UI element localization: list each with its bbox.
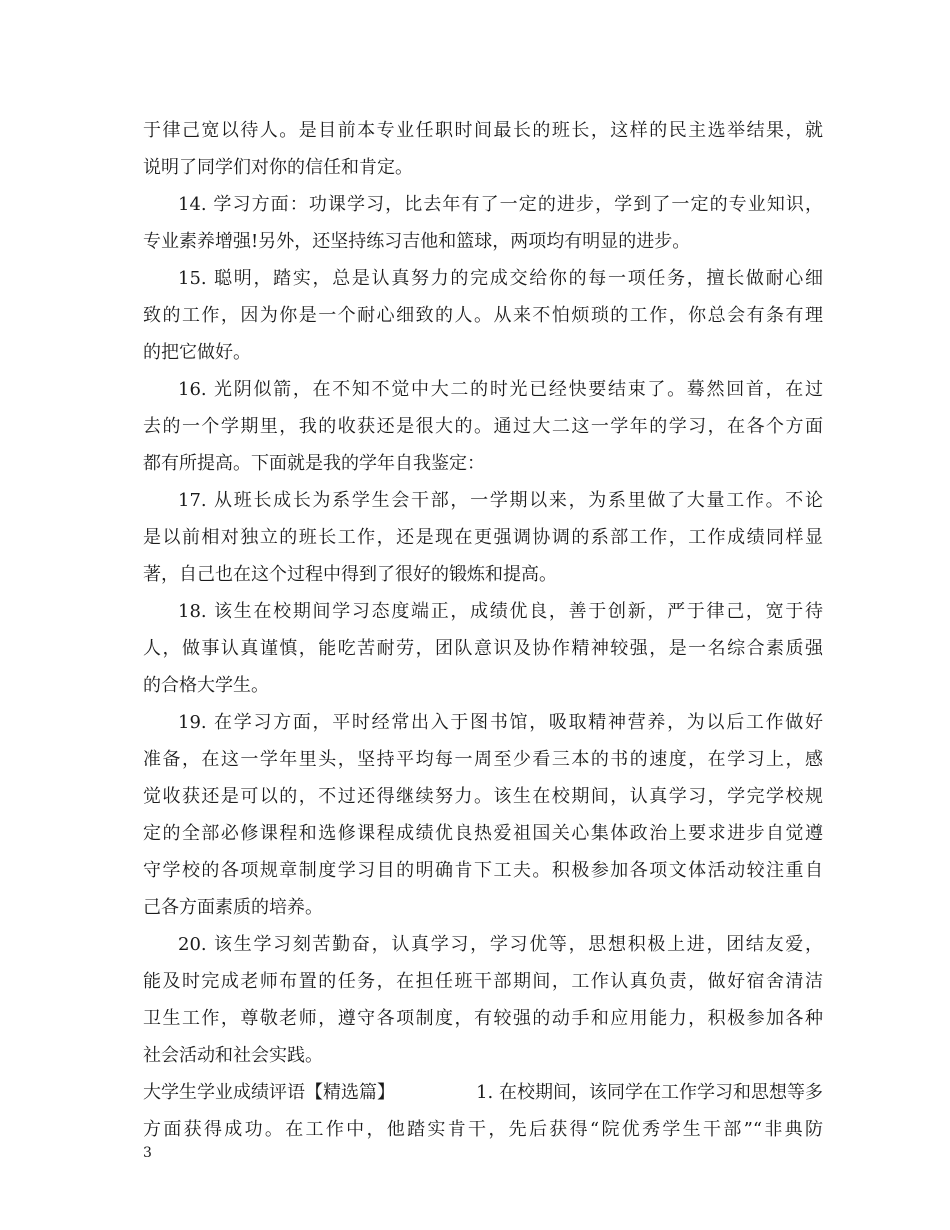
text-line: 说明了同学们对你的信任和肯定。	[143, 157, 413, 178]
document-body	[143, 112, 823, 1148]
text-line: 18. 该生在校期间学习态度端正，成绩优良，善于创新，严于律己，宽于待	[178, 601, 823, 622]
text-line: 守学校的各项规章制度学习目的明确肯下工夫。积极参加各项文体活动较注重自	[143, 860, 823, 881]
text-line: 是以前相对独立的班长工作，还是现在更强调协调的系部工作，工作成绩同样显	[143, 527, 823, 548]
text-line: 人，做事认真谨慎，能吃苦耐劳，团队意识及协作精神较强，是一名综合素质强	[143, 638, 823, 659]
text-line: 专业素养增强!另外，还坚持练习吉他和篮球，两项均有明显的进步。	[143, 231, 691, 252]
section-title-line	[143, 1074, 823, 1111]
text-line: 定的全部必修课程和选修课程成绩优良热爱祖国关心集体政治上要求进步自觉遵	[143, 823, 823, 844]
section-selected-comments	[143, 1074, 823, 1148]
text-line: 16. 光阴似箭，在不知不觉中大二的时光已经快要结束了。蓦然回首，在过	[178, 379, 823, 400]
text-line: 14. 学习方面：功课学习，比去年有了一定的进步，学到了一定的专业知识，	[178, 194, 823, 215]
text-line: 19. 在学习方面，平时经常出入于图书馆，吸取精神营养，为以后工作做好	[178, 712, 823, 733]
paragraph-19	[143, 704, 823, 926]
paragraph-16	[143, 371, 823, 482]
paragraph-17	[143, 482, 823, 593]
page-number: 3	[143, 1145, 152, 1161]
text-line: 觉收获还是可以的，不过还得继续努力。该生在校期间，认真学习，学完学校规	[143, 786, 823, 807]
text-line: 致的工作，因为你是一个耐心细致的人。从来不怕烦琐的工作，你总会有条有理	[143, 305, 823, 326]
text-line: 15. 聪明，踏实，总是认真努力的完成交给你的每一项任务，擅长做耐心细	[178, 268, 823, 289]
paragraph-14	[143, 186, 823, 260]
paragraph-20	[143, 926, 823, 1074]
text-line: 卫生工作，尊敬老师，遵守各项制度，有较强的动手和应用能力，积极参加各种	[143, 1008, 823, 1029]
paragraph-15	[143, 260, 823, 371]
text-line: 己各方面素质的培养。	[143, 897, 323, 918]
text-line: 20. 该生学习刻苦勤奋，认真学习，学习优等，思想积极上进，团结友爱，	[178, 934, 823, 955]
text-line: 的合格大学生。	[143, 675, 269, 696]
text-line: 能及时完成老师布置的任务，在担任班干部期间，工作认真负责，做好宿舍清洁	[143, 971, 823, 992]
text-line: 准备，在这一学年里头，坚持平均每一周至少看三本的书的速度，在学习上，感	[143, 749, 823, 770]
section-title: 大学生学业成绩评语【精选篇】	[143, 1082, 395, 1103]
first-item-start: 1. 在校期间，该同学在工作学习和思想等多	[476, 1082, 823, 1103]
text-line: 的把它做好。	[143, 342, 251, 363]
text-line: 于律己宽以待人。是目前本专业任职时间最长的班长，这样的民主选举结果，就	[143, 120, 823, 141]
text-line: 都有所提高。下面就是我的学年自我鉴定：	[143, 453, 485, 474]
text-line: 去的一个学期里，我的收获还是很大的。通过大二这一学年的学习，在各个方面	[143, 416, 823, 437]
text-line: 17. 从班长成长为系学生会干部，一学期以来，为系里做了大量工作。不论	[178, 490, 823, 511]
text-line: 著，自己也在这个过程中得到了很好的锻炼和提高。	[143, 564, 557, 585]
text-line: 方面获得成功。在工作中，他踏实肯干，先后获得“院优秀学生干部”“非典防	[143, 1119, 823, 1140]
paragraph-18	[143, 593, 823, 704]
text-line: 社会活动和社会实践。	[143, 1045, 323, 1066]
paragraph-13-continued	[143, 112, 823, 186]
